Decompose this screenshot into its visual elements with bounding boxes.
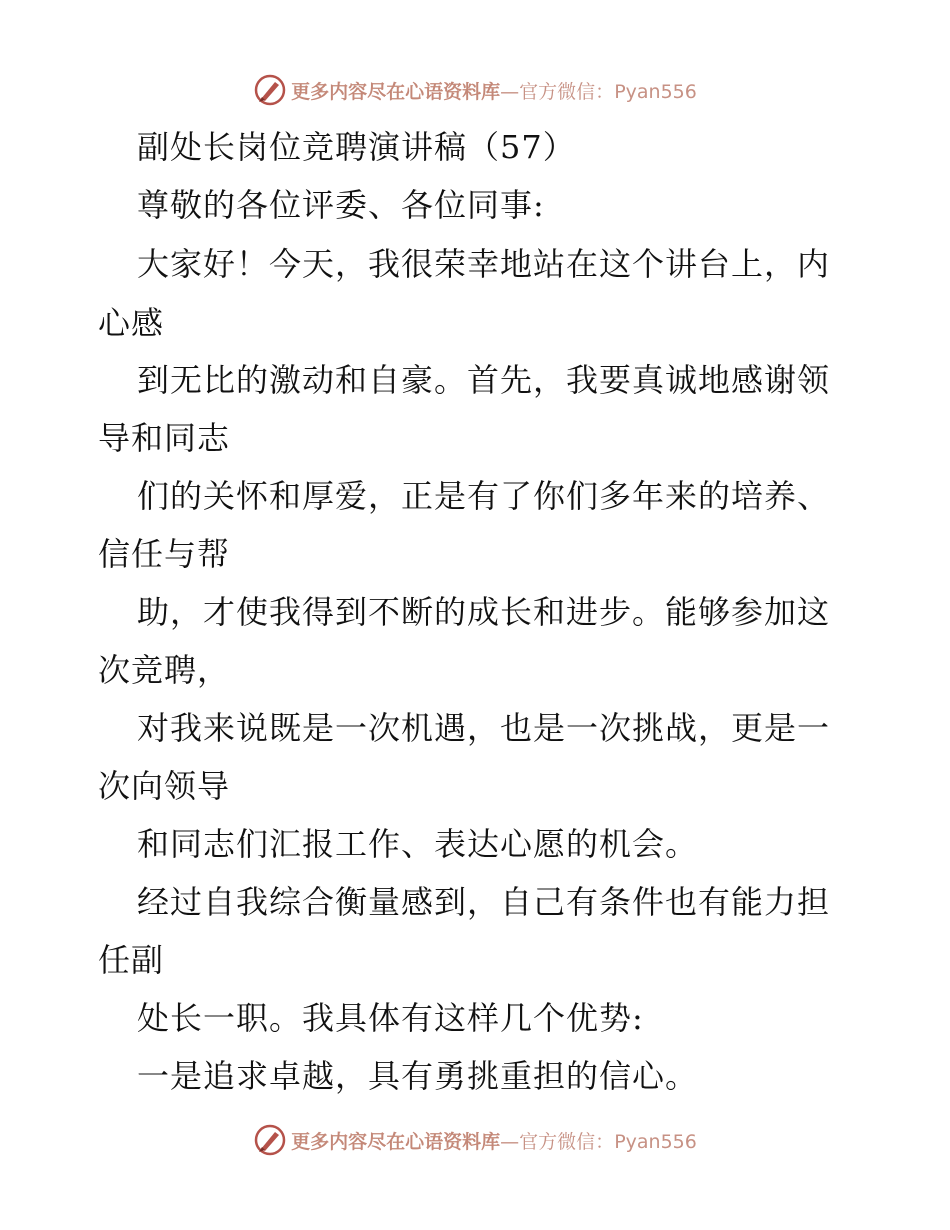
text-line: 和同志们汇报工作、表达心愿的机会。 xyxy=(137,825,699,863)
banner-official-label: 官方微信： xyxy=(519,80,615,103)
banner-text xyxy=(291,77,697,104)
banner-dash: — xyxy=(500,1130,520,1153)
text-line: 一是追求卓越，具有勇挑重担的信心。 xyxy=(137,1057,699,1095)
text-line: 处长一职。我具体有这样几个优势: xyxy=(137,999,644,1037)
text-line: 们的关怀和厚爱，正是有了你们多年来的培养、 xyxy=(137,477,831,515)
banner-text xyxy=(291,1127,697,1154)
text-line: 任副 xyxy=(98,941,165,979)
banner-handle: Pyan556 xyxy=(614,80,697,103)
pen-logo-icon xyxy=(253,73,287,107)
salutation: 尊敬的各位评委、各位同事: xyxy=(137,186,545,224)
text-line: 助，才使我得到不断的成长和进步。能够参加这 xyxy=(137,593,831,631)
document-title: 副处长岗位竞聘演讲稿（57） xyxy=(137,128,576,166)
pen-logo-icon xyxy=(253,1123,287,1157)
text-line: 经过自我综合衡量感到，自己有条件也有能力担 xyxy=(137,883,831,921)
text-line: 信任与帮 xyxy=(98,535,231,573)
text-line: 次向领导 xyxy=(98,767,231,805)
text-line: 大家好！今天，我很荣幸地站在这个讲台上，内 xyxy=(137,245,831,283)
footer-banner xyxy=(0,1120,950,1160)
header-banner xyxy=(0,70,950,110)
banner-official-label: 官方微信： xyxy=(519,1130,615,1153)
text-line: 对我来说既是一次机遇，也是一次挑战，更是一 xyxy=(137,709,831,747)
text-line: 次竞聘， xyxy=(98,651,231,689)
text-line: 到无比的激动和自豪。首先，我要真诚地感谢领 xyxy=(137,361,831,399)
text-line: 导和同志 xyxy=(98,419,231,457)
banner-handle: Pyan556 xyxy=(614,1130,697,1153)
text-line: 心感 xyxy=(98,304,165,342)
banner-main-text: 更多内容尽在心语资料库 xyxy=(291,80,501,103)
banner-dash: — xyxy=(500,80,520,103)
banner-main-text: 更多内容尽在心语资料库 xyxy=(291,1130,501,1153)
